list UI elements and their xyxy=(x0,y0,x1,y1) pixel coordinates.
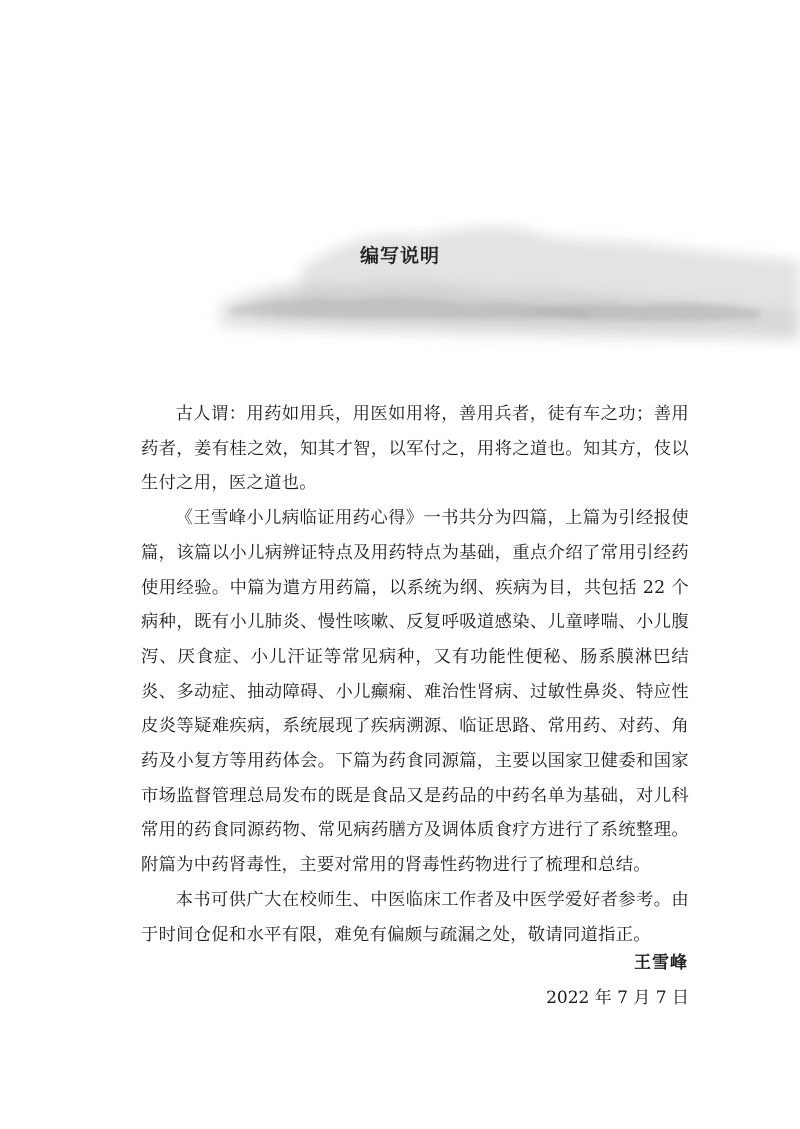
signature-date: 2022 年 7 月 7 日 xyxy=(546,988,689,1008)
author-signature: 王雪峰 xyxy=(634,953,688,973)
paragraph-1: 古人谓：用药如用兵，用医如用将，善用兵者，徒有车之功；善用药者，姜有桂之效，知其才智，以军付之，用将之道也。知其方，伎以生付之用，医之道也。 xyxy=(141,404,689,494)
ink-mountain-mist-decoration xyxy=(0,200,800,360)
page-title: 编写说明 xyxy=(359,245,440,267)
body-text xyxy=(141,397,689,952)
paragraph-2: 《王雪峰小儿病临证用药心得》一书共分为四篇，上篇为引经报使篇，该篇以小儿病辨证特点及用药特点为基础，重点介绍了常用引经药使用经验。中篇为遣方用药篇，以系统为纲、疾病为目，共包括 22 个病种，既有小儿肺炎、慢性咳嗽、反复呼吸道感染、儿童哮喘、小儿腹泻、厌食症、小儿汗证等常见病种，又有功能性便秘、肠系膜淋巴结炎、多动症、抽动障碍、小儿癫痫、难治性肾病、过敏性鼻炎、特应性皮炎等疑难疾病，系统展现了疾病溯源、临证思路、常用药、对药、角药及小复方等用药体会。下篇为药食同源篇，主要以国家卫健委和国家市场监督管理总局发布的既是食品又是药品的中药名单为基础，对儿科常用的药食同源药物、常见病药膳方及调体质食疗方进行了系统整理。附篇为中药肾毒性，主要对常用的肾毒性药物进行了梳理和总结。 xyxy=(141,508,689,876)
paragraph-3: 本书可供广大在校师生、中医临床工作者及中医学爱好者参考。由于时间仓促和水平有限，难免有偏颇与疏漏之处，敬请同道指正。 xyxy=(141,889,689,945)
